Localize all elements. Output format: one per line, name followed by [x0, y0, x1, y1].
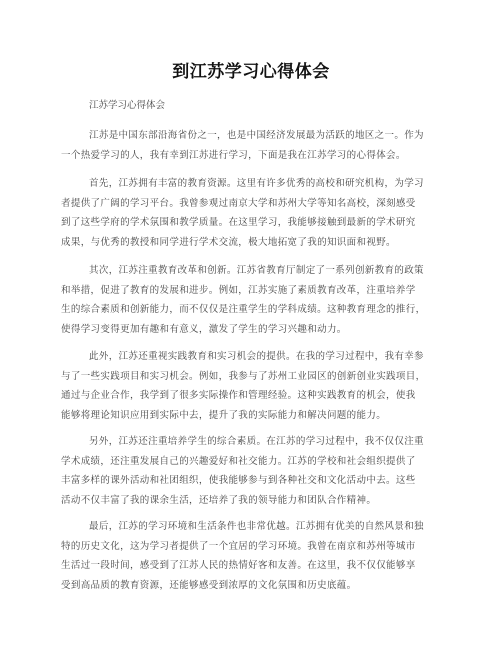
- paragraph-line: 特的历史文化，这为学习者提供了一个宜居的学习环境。我曾在南京和苏州等城市: [61, 540, 416, 552]
- paragraph-line: 另外，江苏还注重培养学生的综合素质。在江苏的学习过程中，我不仅仅注重: [89, 436, 424, 447]
- paragraph-line: 生活过一段时间，感受到了江苏人民的热情好客和友善。在这里，我不仅仅能够享: [61, 560, 416, 571]
- paragraph-education-resources: [61, 174, 441, 252]
- paragraph-education-reform: [61, 261, 441, 339]
- paragraph-line: 其次，江苏注重教育改革和创新。江苏省教育厅制定了一系列创新教育的政策: [89, 265, 424, 276]
- paragraph-line: 受到高品质的教育资源，还能够感受到浓厚的文化氛围和历史底蕴。: [61, 579, 357, 591]
- paragraph-line: 成果，与优秀的教授和同学进行学术交流，极大地拓宽了我的知识面和视野。: [61, 236, 396, 248]
- paragraph-line: 首先，江苏拥有丰富的教育资源。这里有许多优秀的高校和研究机构，为学习: [89, 178, 424, 189]
- paragraph-line: 学术成绩，还注重发展自己的兴趣爱好和社交能力。江苏的学校和社会组织提供了: [61, 455, 416, 467]
- paragraph-line: 丰富多样的课外活动和社团组织，使我能够参与到各种社交和文化活动中去。这些: [61, 475, 416, 486]
- paragraph-line: 活动不仅丰富了我的课余生活，还培养了我的领导能力和团队合作精神。: [61, 494, 377, 506]
- paragraph-line: 能够将理论知识应用到实际中去，提升了我的实际能力和解决问题的能力。: [61, 409, 387, 421]
- paragraph-line: 通过与企业合作，我学到了很多实际操作和管理经验。这种实践教育的机会，使我: [61, 390, 416, 401]
- paragraph-comprehensive-quality: [61, 432, 441, 510]
- paragraph-living-environment: [61, 517, 441, 595]
- paragraph-line: 江苏是中国东部沿海省份之一，也是中国经济发展最为活跃的地区之一。作为: [89, 130, 424, 141]
- page-title: 到江苏学习心得体会: [172, 62, 330, 82]
- paragraph-line: 生的综合素质和创新能力，而不仅仅是注重学生的学科成绩。这种教育理念的推行，: [61, 304, 426, 315]
- paragraph-line: 最后，江苏的学习环境和生活条件也非常优越。江苏拥有优美的自然风景和独: [89, 521, 424, 532]
- paragraph-line: 者提供了广阔的学习平台。我曾参观过南京大学和苏州大学等知名高校，深刻感受: [61, 197, 416, 209]
- paragraph-line: 使得学习变得更加有趣和有意义，激发了学生的学习兴趣和动力。: [61, 323, 347, 335]
- document-subtitle: 江苏学习心得体会: [89, 100, 166, 111]
- paragraph-line: 到了这些学府的学术氛围和教学质量。在这里学习，我能够接触到最新的学术研究: [61, 217, 416, 228]
- paragraph-line: 与了一些实践项目和实习机会。例如，我参与了苏州工业园区的创新创业实践项目，: [61, 370, 426, 382]
- paragraph-practice-education: [61, 347, 441, 425]
- paragraph-intro: [61, 126, 441, 165]
- paragraph-line: 和举措，促进了教育的发展和进步。例如，江苏实施了素质教育改革，注重培养学: [61, 284, 416, 296]
- paragraph-line: 一个热爱学习的人，我有幸到江苏进行学习，下面是我在江苏学习的心得体会。: [61, 149, 406, 161]
- paragraph-line: 此外，江苏还重视实践教育和实习机会的提供。在我的学习过程中，我有幸参: [89, 351, 424, 362]
